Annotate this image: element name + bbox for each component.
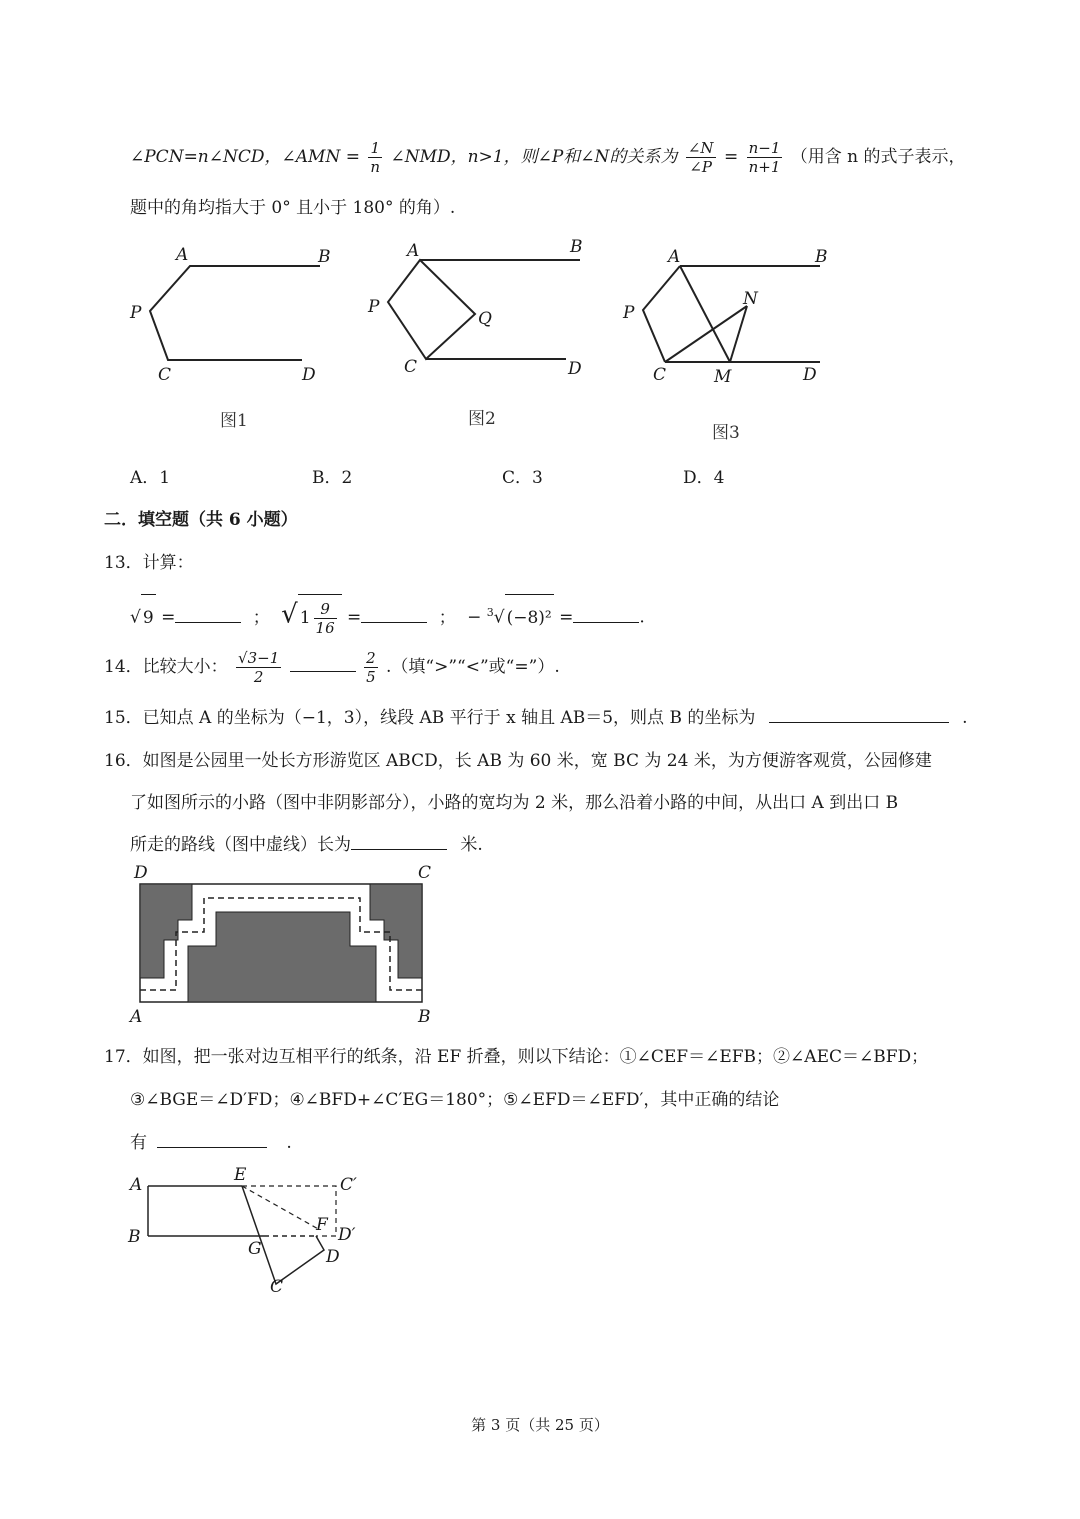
q17-blank[interactable] — [157, 1133, 267, 1148]
q16-figure — [128, 860, 438, 1030]
intro-text-c: （用含 n 的式子表示， — [790, 147, 966, 167]
sqrt-symbol-3: √ — [493, 607, 505, 628]
q13-stem: 13．计算： — [104, 553, 194, 573]
fold-line-ef — [242, 1186, 320, 1230]
fig1-caption: 图1 — [220, 411, 248, 431]
fig3-label-c: C — [653, 365, 667, 385]
fig2-label-c: C — [404, 357, 418, 377]
intro-line-2: 题中的角均指大于 0° 且小于 180° 的角）. — [130, 198, 456, 218]
q16-label-a: A — [130, 1007, 143, 1027]
fig3-caption: 图3 — [712, 423, 740, 443]
q14-blank[interactable] — [290, 657, 356, 672]
q13-radicand-3: (−8)² — [505, 594, 554, 641]
sqrt-symbol-2: √ — [281, 599, 298, 630]
fig1-label-p: P — [130, 303, 142, 323]
q17-line-2: ③∠BGE＝∠D′FD；④∠BFD+∠C′EG＝180°；⑤∠EFD＝∠EFD′，其中正确的结论 — [130, 1090, 780, 1110]
option-d: D．4 — [683, 468, 725, 488]
q17-line-3: 有 . — [130, 1133, 292, 1153]
intro-text-a: ∠PCN=n∠NCD，∠AMN = — [130, 147, 360, 167]
q13-blank-2[interactable] — [361, 608, 427, 623]
q17-label-c: C — [270, 1277, 284, 1297]
cube-root-index: 3 — [486, 606, 494, 619]
option-b: B．2 — [312, 468, 353, 488]
fig3-label-a: A — [668, 247, 681, 267]
q17-label-a: A — [130, 1175, 143, 1195]
figure-1 — [120, 236, 340, 396]
q14-fraction-a: $\frac{√3-1}{2}$ — [238, 649, 280, 686]
q14-line: 14．比较大小： $\frac{√3-1}{2}$ $\frac{2}{5}$ .（填“>”“<”或“=”）. — [104, 649, 560, 686]
fig3-label-p: P — [623, 303, 635, 323]
section-heading: 二．填空题（共 6 小题） — [104, 510, 298, 530]
fig3-label-m: M — [714, 367, 732, 387]
fig2-label-a: A — [407, 241, 420, 261]
q16-line-1: 16．如图是公园里一处长方形游览区 ABCD，长 AB 为 60 米，宽 BC 为 24 米，为方便游客观赏，公园修建 — [104, 751, 932, 771]
q17-label-e: E — [234, 1165, 247, 1185]
q16-label-d: D — [134, 863, 148, 883]
q17-label-g: G — [248, 1239, 262, 1259]
q13-radicand-1: 9 — [141, 594, 156, 641]
fig2-label-b: B — [570, 237, 583, 257]
q17-line-1: 17．如图，把一张对边互相平行的纸条，沿 EF 折叠，则以下结论：①∠CEF＝∠EFB；②∠AEC＝∠BFD； — [104, 1047, 929, 1067]
q17-label-d-prime: D′ — [338, 1225, 356, 1245]
q14-fraction-b: $\frac{2}{5}$ — [366, 649, 376, 686]
fig2-label-q: Q — [478, 309, 492, 329]
q17-label-f: F — [316, 1215, 328, 1235]
q17-label-b: B — [128, 1227, 141, 1247]
fig2-label-d: D — [568, 359, 582, 379]
q16-label-c: C — [418, 863, 432, 883]
shaded-region-center — [188, 912, 376, 1002]
q17-label-c-prime: C′ — [340, 1175, 357, 1195]
fig2-quad — [388, 260, 475, 359]
q16-blank[interactable] — [351, 835, 447, 850]
option-c: C．3 — [502, 468, 543, 488]
q17-figure — [124, 1160, 374, 1300]
page-footer: 第 3 页（共 25 页） — [471, 1416, 609, 1434]
q13-radicand-2: 1 $\frac{9}{16}$ — [298, 594, 342, 641]
q13-expressions: √ 9 = ； √ 1 $\frac{9}{16}$ = ； − $^3$√ (−8)² = . — [130, 590, 645, 636]
q17-label-d: D — [326, 1247, 340, 1267]
q13-blank-1[interactable] — [175, 608, 241, 623]
option-a: A．1 — [130, 468, 171, 488]
equals-sign: = — [723, 147, 739, 167]
fig1-label-b: B — [318, 247, 331, 267]
intro-line-1 — [130, 134, 966, 180]
fraction-n-ratio: $\frac{n-1}{n+1}$ — [748, 139, 781, 176]
q15-line: 15．已知点 A 的坐标为（−1，3），线段 AB 平行于 x 轴且 AB＝5，则点 B 的坐标为 . — [104, 708, 968, 728]
sqrt-symbol-1: √ — [130, 607, 141, 628]
fig3-label-d: D — [803, 365, 817, 385]
fig2-caption: 图2 — [468, 409, 496, 429]
intro-text-b: ∠NMD，n>1，则∠P和∠N的关系为 — [390, 147, 678, 167]
fig3-label-n: N — [743, 289, 758, 309]
fig1-label-d: D — [302, 365, 316, 385]
figure-2 — [362, 234, 597, 384]
folded-part — [242, 1186, 324, 1284]
fraction-1-over-n: $\frac{1}{n}$ — [370, 139, 381, 176]
q16-line-2: 了如图所示的小路（图中非阴影部分），小路的宽均为 2 米，那么沿着小路的中间，从出口 A 到出口 B — [130, 793, 899, 813]
fig1-label-c: C — [158, 365, 172, 385]
fig1-lines — [150, 266, 320, 360]
fig2-label-p: P — [368, 297, 380, 317]
figure-3 — [615, 240, 835, 390]
q15-blank[interactable] — [769, 708, 949, 723]
fig1-label-a: A — [176, 245, 189, 265]
q16-line-3: 所走的路线（图中虚线）长为 米. — [130, 835, 483, 855]
q13-blank-3[interactable] — [573, 608, 639, 623]
fraction-angle-ratio: $\frac{\angle N}{\angle P}$ — [687, 139, 714, 176]
fig3-label-b: B — [815, 247, 828, 267]
q16-label-b: B — [418, 1007, 431, 1027]
